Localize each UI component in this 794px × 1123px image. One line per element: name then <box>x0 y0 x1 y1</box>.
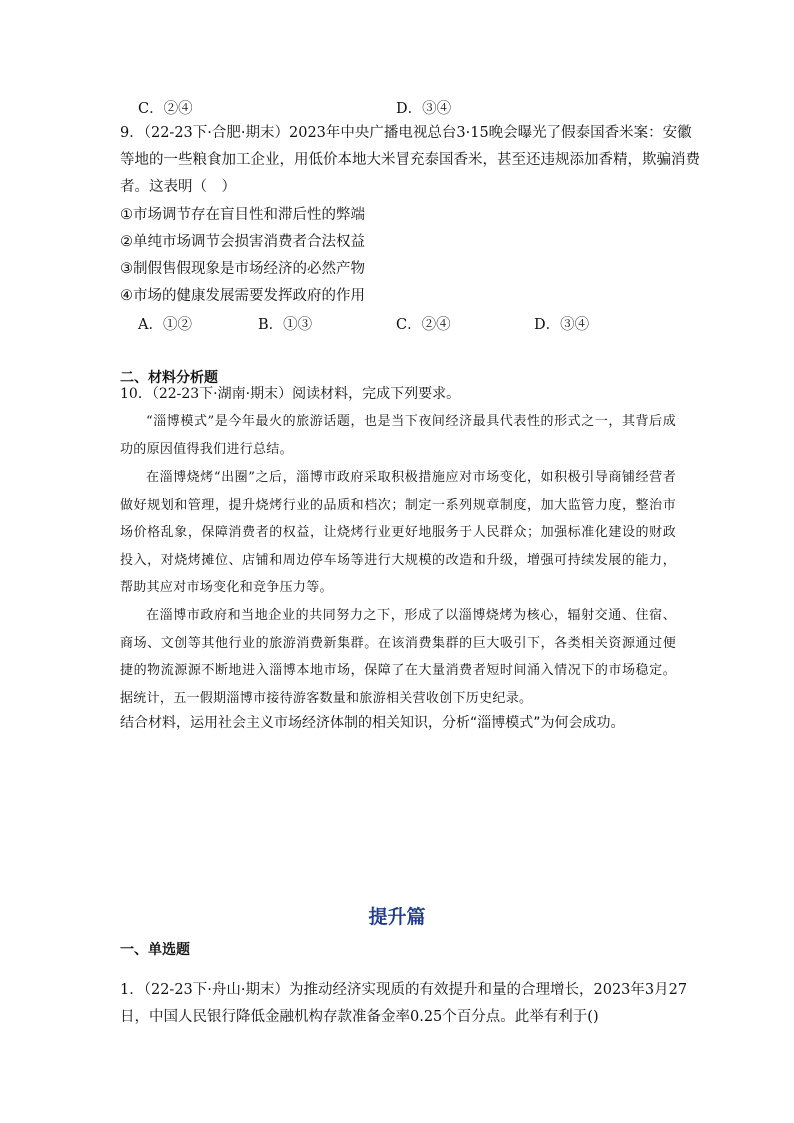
q10-material-paragraph-1: “淄博模式”是今年最火的旅游话题，也是当下夜间经济最具代表性的形式之一，其背后成功的原因值得我们进行总结。 <box>120 414 676 457</box>
q10-material-paragraph-2: 在淄博烧烤“出圈”之后，淄博市政府采取积极措施应对市场变化，如积极引导商铺经营者做好规划和管理，提升烧烤行业的品质和档次；制定一系列规章制度，加大监管力度，整治市场价格乱象，保障消费者的权益，让烧烤行业更好地服务于人民群众；加强标准化建设的财政投入，对烧烤摊位、店铺和周边停车场等进行大规模的改造和升级，增强可持续发展的能力，帮助其应对市场变化和竞争压力等。 <box>120 470 676 596</box>
q10-material-paragraph-3: 在淄博市政府和当地企业的共同努力之下，形成了以淄博烧烤为核心，辐射交通、住宿、商场、文创等其他行业的旅游消费新集群。在该消费集群的巨大吸引下，各类相关资源通过便捷的物流源源不断地进入淄博本地市场，保障了在大量消费者短时间涌入情况下的市场稳定。据统计，五一假期淄博市接待游客数量和旅游相关营收创下历史纪录。 <box>120 608 676 706</box>
q9-stem-line1: 9．（22-23下·合肥·期末）2023年中央广播电视总台3·15晚会曝光了假泰国香米案：安徽 <box>120 125 692 141</box>
q9-item-1: ①市场调节存在盲目性和滞后性的弊端 <box>120 207 365 223</box>
q9-item-2: ②单纯市场调节会损害消费者合法权益 <box>120 234 365 250</box>
q1-stem-line2: 日，中国人民银行降低金融机构存款准备金率0.25个百分点。此举有利于() <box>120 1009 599 1025</box>
q9-option-a: A．①② <box>138 317 192 333</box>
q9-option-b: B．①③ <box>258 317 313 333</box>
q9-stem-line3: 者。这表明（ ） <box>120 179 236 195</box>
section-heading-single-choice: 一、单选题 <box>120 942 190 958</box>
q10-question: 结合材料，运用社会主义市场经济体制的相关知识，分析“淄博模式”为何会成功。 <box>120 715 625 731</box>
q9-option-d: D．③④ <box>534 317 590 333</box>
q9-option-c: C．②④ <box>396 317 451 333</box>
option-d: D．③④ <box>396 101 452 117</box>
q9-item-3: ③制假售假现象是市场经济的必然产物 <box>120 261 365 277</box>
section-heading-material-analysis: 二、材料分析题 <box>120 370 218 386</box>
q10-stem: 10．（22-23下·湖南·期末）阅读材料，完成下列要求。 <box>120 386 461 402</box>
q9-stem-line2: 等地的一些粮食加工企业，用低价本地大米冒充泰国香米，甚至还违规添加香精，欺骗消费 <box>120 152 700 168</box>
q1-stem-line1: 1．（22-23下·舟山·期末）为推动经济实现质的有效提升和量的合理增长，2023年3月27 <box>120 982 688 998</box>
part-title-advanced: 提升篇 <box>368 906 426 928</box>
q9-item-4: ④市场的健康发展需要发挥政府的作用 <box>120 288 365 304</box>
option-c: C．②④ <box>138 101 193 117</box>
